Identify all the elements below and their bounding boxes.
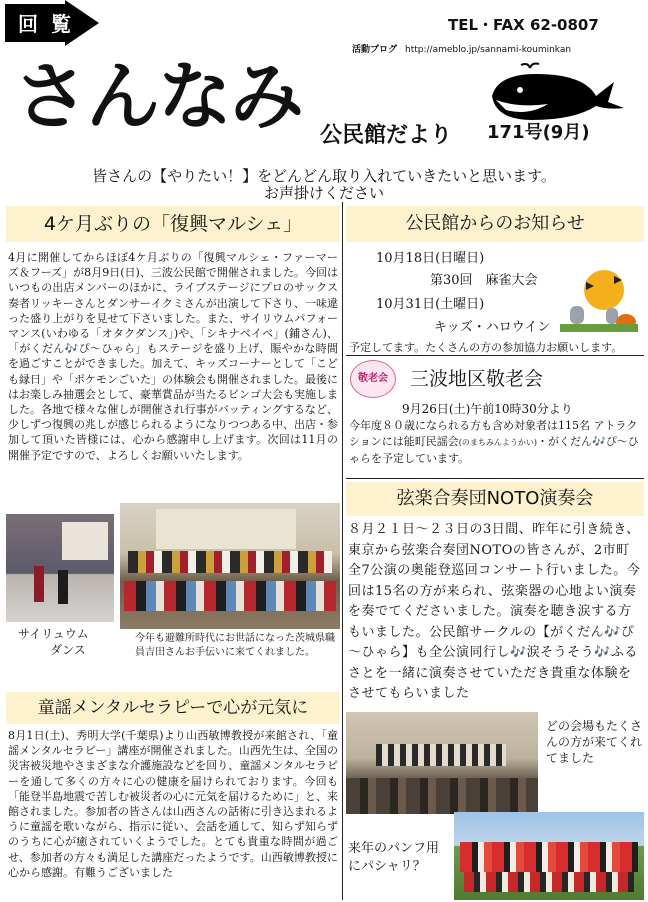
dance-photo-dancer [34, 566, 44, 602]
dance-photo [6, 514, 114, 622]
concert-venue-caption: どの会場もたくさんの方が来てくれてました [546, 719, 643, 765]
keirou-body-b: ・がくだん🎶ぴ～ひゃらを予定しています。 [349, 435, 639, 465]
keirou-date: 9月26日(土)午前10時30分より [402, 402, 573, 416]
therapy-heading: 童謡メンタルセラピーで心が元気に [6, 692, 340, 724]
pamphlet-photo-group [464, 872, 634, 892]
newsletter-subtitle: 公民館だより [320, 123, 453, 148]
pamphlet-photo [454, 812, 644, 900]
newsletter-title: さんなみ [14, 54, 302, 140]
keirou-badge [350, 360, 396, 398]
intro-line-2: お声掛けください [263, 184, 384, 202]
group-photo-banner [156, 509, 296, 549]
notice-event-2: キッズ・ハロウイン [434, 320, 551, 335]
intro-line-1: 皆さんの【やりたい！】をどんどん取り入れていきたいと思います。 [92, 167, 556, 185]
keirou-heading: 三波地区敬老会 [410, 368, 544, 390]
notice-heading: 公民館からのお知らせ [346, 206, 644, 242]
concert-body: ８月２１日～２３日の3日間、昨年に引き続き、東京から弦楽合奏団NOTOの皆さんが、2市町全7公演の奥能登巡回コンサート行いました。今回は15名の方が来られ、弦楽器の心地よい演奏を奏でてくださいました。演奏を聴き涙する方もいました。公民館サークルの【がくだん🎶ぴ～ひゃら】も全公演同行し🎶涙そうそう🎶ふるさとを一緒に演奏させていただき貴重な体験をさせてもらいました [348, 522, 641, 701]
dance-photo-dancer [58, 570, 68, 604]
concert-heading: 弦楽合奏団NOTO演奏会 [346, 482, 644, 516]
column-divider [342, 202, 343, 900]
therapy-body: 8月1日(土)、秀明大学(千葉県)より山西敏博教授が来館され、「童謡メンタルセラピー」講座が開催されました。山西先生は、全国の災害被災地やさまざまな介護施設などを回り、童謡メンタルセラピーを通して多くの方々に心の健康を届けられております。今回も「能登半島地震で苦しむ被災者の心に元気を届けるために」と、来館されました。参加者の皆さんは山西さんの話術に引き込まれるように童謡を歌いながら、指示に従い、会話を通して、知らず知らずのうちに心が癒されていくようでした。とても貴重な時間が過ごせ、参加者の方々も満足した講座だったようです。山西敏博教授に心から感謝。有難うございました [8, 729, 338, 879]
group-photo [120, 503, 340, 629]
concert-hall-photo-players [376, 744, 506, 766]
section-divider [346, 478, 644, 479]
notice-event-1: 第30回 麻雀大会 [430, 273, 538, 288]
kairan-label: 回 覧 [18, 12, 74, 36]
dance-photo-screen [62, 522, 108, 560]
dance-caption-2: ダンス [50, 643, 86, 657]
dance-caption-1: サイリュウム [18, 627, 89, 641]
group-photo-people [124, 581, 336, 611]
blog-label: 活動ブログ [352, 45, 398, 55]
keirou-body [349, 418, 645, 467]
halloween-icon [560, 266, 638, 332]
concert-hall-photo [346, 712, 538, 814]
group-caption: 今年も避難所時代にお世話になった茨城県職員吉田さんお手伝いに来てくれました。 [135, 633, 335, 658]
keirou-badge-label: 敬老会 [358, 373, 388, 384]
pamphlet-photo-group [460, 842, 638, 872]
section-divider [346, 355, 644, 356]
concert-hall-photo-audience [346, 778, 538, 814]
notice-date-1: 10月18日(日曜日) [376, 251, 485, 266]
marche-heading: 4ケ月ぶりの「復興マルシェ」 [6, 206, 340, 242]
issue-number: 171号(9月) [487, 122, 590, 143]
keirou-body-small: (のまちみんようかい) [458, 438, 538, 447]
pamphlet-caption: 来年のパンフ用にパシャリ？ [348, 841, 440, 874]
group-photo-people [128, 551, 332, 573]
marche-body: 4月に開催してからほぼ4ケ月ぶりの「復興マルシェ・ファーマーズ＆フーズ」が8月9日(日)、三波公民館で開催されました。今回はいつもの出店メンバーのほかに、ライブステージにプロのサックス奏者リッキーさんとダンサーイクミさんが出演して下さり、一味違った盛り上がりを見せて下さいました。また、サイリウムパフォーマンス(いわゆる「オタクダンス」)や、「シキナベイベ」(鋪さん)、「がくだん🎶ぴ～ひゃら」もステージを盛り上げ、賑やかな時間を過ごすことができました。加えて、キッズコーナーとして「こども縁日」や「ポケモンごいた」の体験会も開催されました。最後にはお楽しみ抽選会として、豪華賞品が当たるビンゴ大会も実施しました。各地で様々な催しが開催され行事がバッティングするなど、少しずつ復興の兆しが感じられるようになりつつある中、出店・参加して頂いた皆様には、心から感謝申し上げます。次回は11月の開催予定ですので、よろしくお願いいたします。 [8, 251, 338, 462]
tel-fax: TEL・FAX 62-0807 [448, 16, 599, 34]
blog-url[interactable]: http://ameblo.jp/sannami-kouminkan [405, 45, 572, 55]
keirou-body-a: 今年度８０歳になられる方も含め対象者は115名 アトラクションには能町民謡会 [349, 419, 638, 448]
notice-date-2: 10月31日(土曜日) [376, 297, 485, 312]
whale-icon [488, 62, 628, 124]
notice-footer: 予定してます。たくさんの方の参加協力お願いします。 [349, 341, 623, 354]
blog-info [352, 42, 571, 55]
